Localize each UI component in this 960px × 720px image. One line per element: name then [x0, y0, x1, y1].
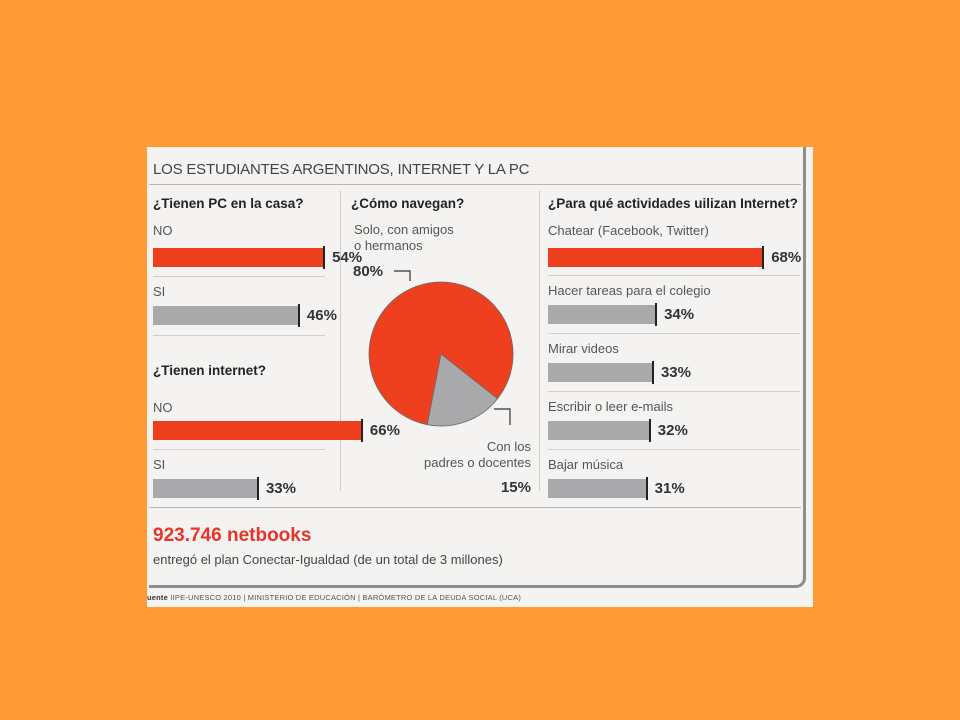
pc-no-label: NO [153, 223, 173, 238]
act-tick-emails [649, 419, 651, 442]
main-title: LOS ESTUDIANTES ARGENTINOS, INTERNET Y LA PC [153, 161, 530, 178]
act-tick-videos [652, 361, 654, 384]
act-value-tareas: 34% [664, 306, 695, 323]
pie-label-padres-line2: padres o docentes [424, 455, 531, 470]
pc-si-label: SI [153, 284, 166, 299]
act-value-videos: 33% [660, 364, 691, 381]
act-bar-tareas [548, 305, 655, 324]
internet-no-label: NO [153, 400, 173, 415]
act-bar-emails [548, 421, 649, 440]
netbooks-subline: entregó el plan Conectar-Igualdad (de un total de 3 millones) [153, 552, 503, 567]
internet-no-value: 66% [369, 422, 400, 439]
pie-leader-solo [394, 271, 410, 281]
pie-label-solo-line2: o hermanos [354, 238, 423, 253]
act-label-emails: Escribir o leer e-mails [548, 399, 673, 414]
act-label-tareas: Hacer tareas para el colegio [548, 283, 711, 298]
internet-question: ¿Tienen internet? [153, 363, 267, 378]
infographic-card [147, 147, 813, 607]
act-label-musica: Bajar música [548, 457, 624, 472]
internet-si-label: SI [153, 457, 166, 472]
act-tick-chatear [762, 246, 764, 269]
act-tick-tareas [655, 303, 657, 326]
act-bar-chatear [548, 248, 762, 267]
source-prefix: uente [147, 593, 169, 602]
act-value-emails: 32% [657, 422, 688, 439]
netbooks-headline: 923.746 netbooks [153, 525, 312, 546]
act-divider-3 [548, 391, 800, 392]
pie-value-padres: 15% [500, 479, 531, 496]
pie-label-padres-line1: Con los [486, 439, 531, 454]
act-divider-1 [548, 275, 800, 276]
internet-si-value: 33% [265, 480, 296, 497]
source-text: IIPE-UNESCO 2010 | MINISTERIO DE EDUCACIÓN | BARÓMETRO DE LA DEUDA SOCIAL (UCA) [170, 593, 522, 602]
act-label-chatear: Chatear (Facebook, Twitter) [548, 223, 709, 238]
navegan-question: ¿Cómo navegan? [351, 196, 465, 211]
pc-si-value: 46% [306, 307, 337, 324]
act-bar-musica [548, 479, 646, 498]
act-value-musica: 31% [654, 480, 685, 497]
source-line [147, 593, 521, 602]
act-divider-4 [548, 449, 800, 450]
act-bar-videos [548, 363, 652, 382]
pc-no-value: 54% [332, 249, 363, 266]
act-value-chatear: 68% [771, 249, 802, 266]
act-divider-2 [548, 333, 800, 334]
pie-label-solo-line1: Solo, con amigos [354, 222, 454, 237]
act-tick-musica [646, 477, 648, 500]
pie-label-padres [409, 439, 531, 471]
pie-leader-padres [494, 409, 510, 425]
footer-divider [149, 507, 801, 508]
actividades-question: ¿Para qué actividades uilizan Internet? [548, 196, 798, 211]
act-label-videos: Mirar videos [548, 341, 619, 356]
pc-question: ¿Tienen PC en la casa? [153, 196, 304, 211]
pie-value-solo: 80% [353, 263, 384, 280]
